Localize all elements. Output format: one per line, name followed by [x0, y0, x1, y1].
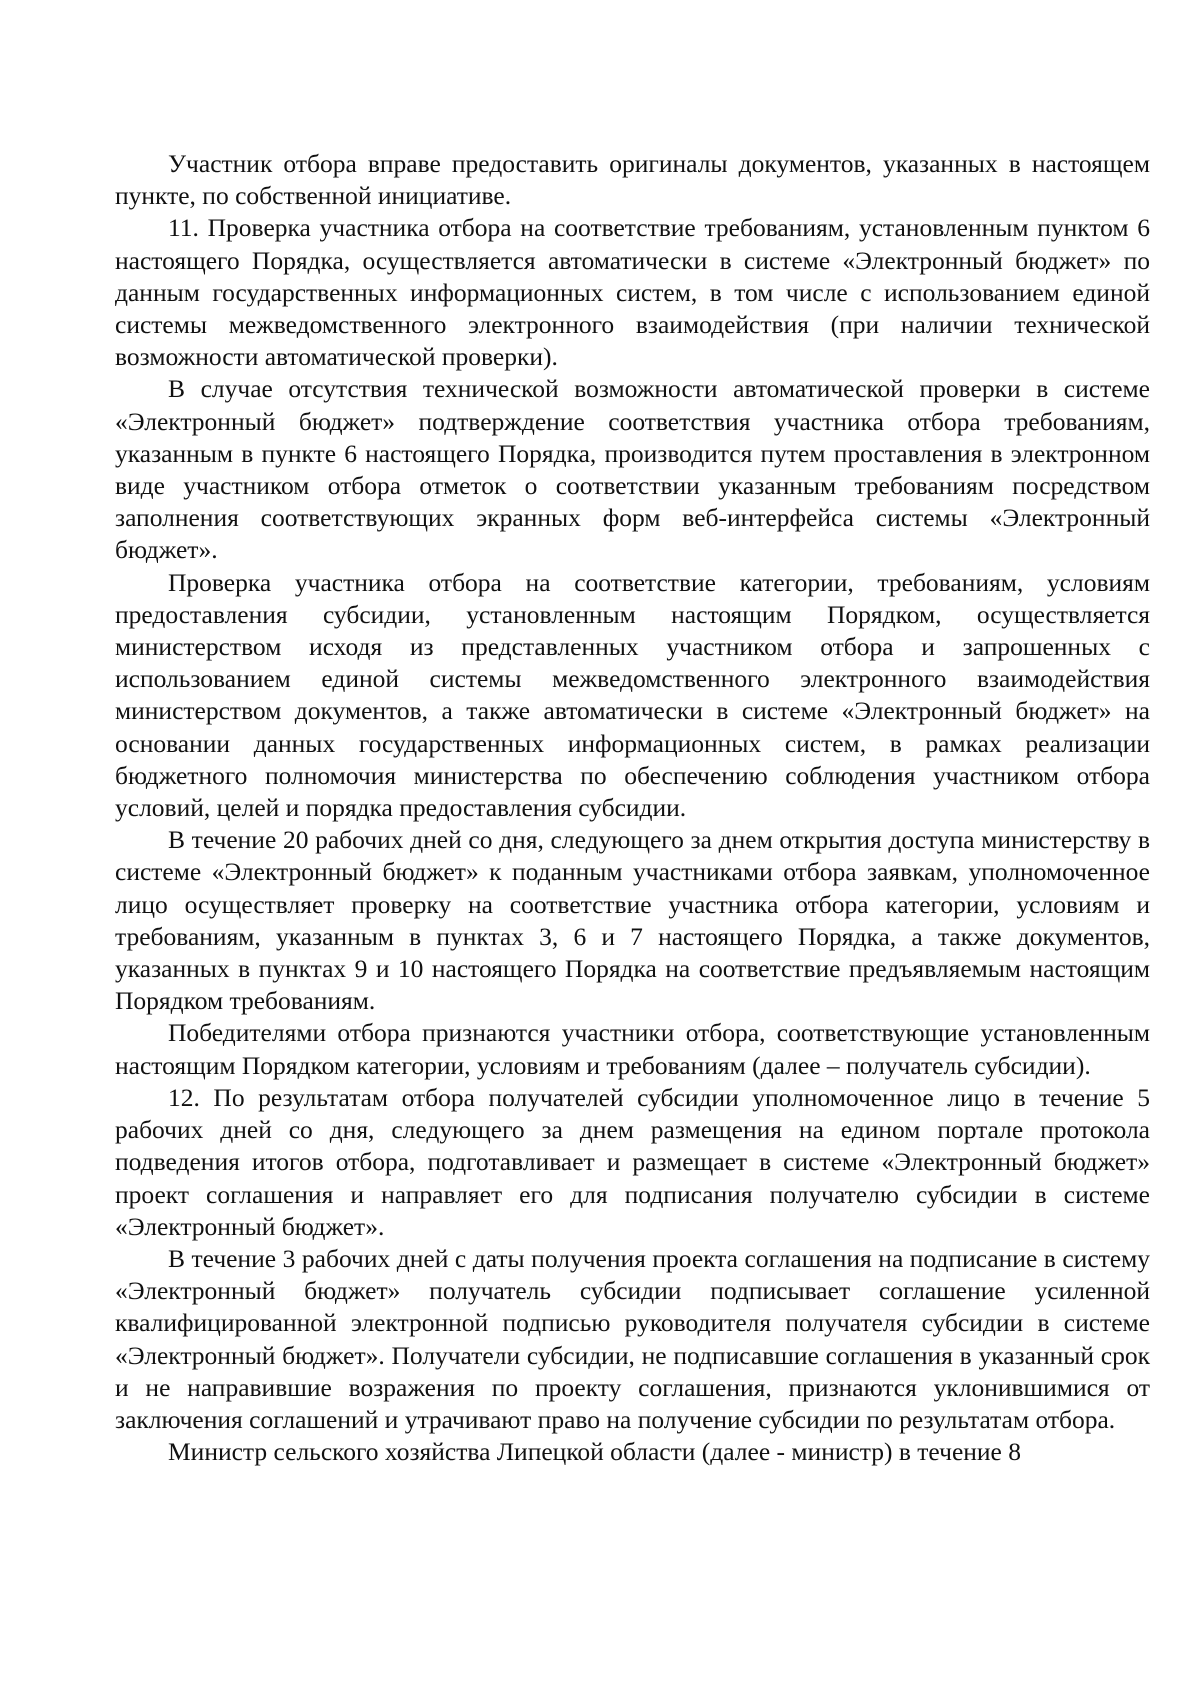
- paragraph-winners: Победителями отбора признаются участники отбора, соответствующие установленным настоящим Порядком категории, условиям и требованиям (далее – получатель субсидии).: [115, 1018, 1150, 1080]
- paragraph-clause-11: 11. Проверка участника отбора на соответствие требованиям, установленным пунктом 6 настоящего Порядка, осуществляется автоматически в системе «Электронный бюджет» по данным государственных информационных систем, в том числе с использованием единой системы межведомственного электронного взаимодействия (при наличии технической возможности автоматической проверки).: [115, 213, 1150, 372]
- paragraph-no-technical-possibility: В случае отсутствия технической возможности автоматической проверки в системе «Электронный бюджет» подтверждение соответствия участника отбора требованиям, указанным в пункте 6 настоящего Порядка, производится путем проставления в электронном виде участником отбора отметок о соответствии указанным требованиям посредством заполнения соответствующих экранных форм веб-интерфейса системы «Электронный бюджет».: [115, 374, 1150, 565]
- document-body: [115, 148, 1150, 1468]
- paragraph-clause-12: 12. По результатам отбора получателей субсидии уполномоченное лицо в течение 5 рабочих дней со дня, следующего за днем размещения на едином портале протокола подведения итогов отбора, подготавливает и размещает в системе «Электронный бюджет» проект соглашения и направляет его для подписания получателю субсидии в системе «Электронный бюджет».: [115, 1082, 1150, 1241]
- paragraph-originals-right: Участник отбора вправе предоставить оригиналы документов, указанных в настоящем пункте, по собственной инициативе.: [115, 149, 1150, 211]
- paragraph-ministry-check: Проверка участника отбора на соответствие категории, требованиям, условиям предоставления субсидии, установленным настоящим Порядком, осуществляется министерством исходя из представленных участником отбора и запрошенных с использованием единой системы межведомственного электронного взаимодействия министерством документов, а также автоматически в системе «Электронный бюджет» на основании данных государственных информационных систем, в рамках реализации бюджетного полномочия министерства по обеспечению соблюдения участником отбора условий, целей и порядка предоставления субсидии.: [115, 567, 1150, 823]
- paragraph-3-working-days: В течение 3 рабочих дней с даты получения проекта соглашения на подписание в систему «Электронный бюджет» получатель субсидии подписывает соглашение усиленной квалифицированной электронной подписью руководителя получателя субсидии в системе «Электронный бюджет». Получатели субсидии, не подписавшие соглашения в указанный срок и не направившие возражения по проекту соглашения, признаются уклонившимися от заключения соглашений и утрачивают право на получение субсидии по результатам отбора.: [115, 1243, 1150, 1434]
- paragraph-minister: Министр сельского хозяйства Липецкой области (далее - министр) в течение 8: [168, 1437, 1021, 1467]
- paragraph-20-working-days: В течение 20 рабочих дней со дня, следующего за днем открытия доступа министерству в системе «Электронный бюджет» к поданным участниками отбора заявкам, уполномоченное лицо осуществляет проверку на соответствие участника отбора категории, условиям и требованиям, указанным в пунктах 3, 6 и 7 настоящего Порядка, а также документов, указанных в пунктах 9 и 10 настоящего Порядка на соответствие предъявляемым настоящим Порядком требованиям.: [115, 825, 1150, 1016]
